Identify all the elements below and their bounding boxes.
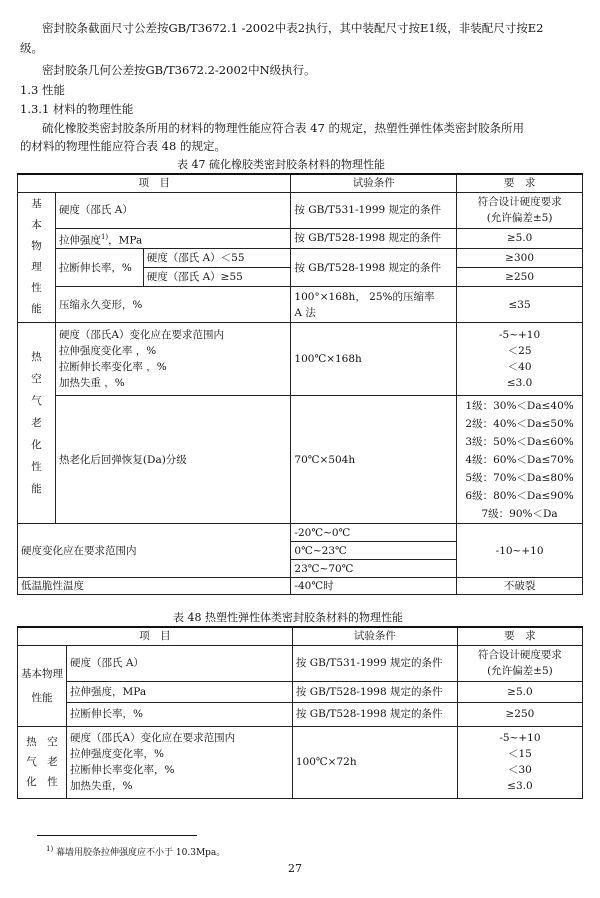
para-line-5: 的材料的物理性能应符合表 48 的规定。 [20,139,226,153]
elongation-req-a: ≥300 [457,249,583,268]
tensile-condition: 按 GB/T528-1998 规定的条件 [291,228,457,249]
para-line-2: 级。 [20,41,43,55]
table-47-caption: 表 47 硫化橡胶类密封胶条材料的物理性能 [177,158,385,171]
tensile-requirement: ≥5.0 [457,681,582,702]
rebound-label: 热老化后回弹恢复(Da)分级 [55,396,290,524]
tensile-condition: 按 GB/T528-1998 规定的条件 [292,681,457,702]
page-number: 27 [288,862,302,875]
hardness-label: 硬度（邵氏 A） [55,192,290,228]
para-line-3: 密封胶条几何公差按GB/T3672.2-2002中N级执行。 [42,63,316,77]
aging-requirements: -5~+10 ＜25 ＜40 ≤3.0 [457,323,583,396]
brittleness-condition: -40℃时 [291,578,457,595]
hardness-condition: 按 GB/T531-1999 规定的条件 [291,192,457,228]
brittleness-label: 低温脆性温度 [18,578,291,595]
header-condition: 试验条件 [291,174,457,192]
elongation-label: 拉断伸长率，% [67,702,293,726]
elongation-label: 拉断伸长率，% [55,249,143,287]
hardness-requirement: 符合设计硬度要求 (允许偏差±5) [457,192,583,228]
footnote-divider [37,835,197,836]
grade-item: 7级：90%＜Da [481,507,558,520]
brittleness-requirement: 不破裂 [457,578,583,595]
aging-items: 硬度（邵氏A）变化应在要求范围内 拉伸强度变化率 ，% 拉断伸长率变化率 ，% 加热失重 ，% [55,323,290,396]
hardness-change-requirement: -10~+10 [457,524,583,578]
tensile-label: 拉伸强度，MPa [67,681,293,702]
aging-condition: 100℃×168h [291,323,457,396]
aging-condition: 100℃×72h [292,726,457,798]
tensile-label: 拉伸强度$^{1)}$，MPa [55,228,290,249]
grade-item: 2级：40%＜Da≤50% [465,417,574,430]
compression-set-requirement: ≤35 [457,287,583,323]
table-48 [17,626,583,799]
aging-items: 硬度（邵氏A）变化应在要求范围内 拉伸强度变化率，% 拉断伸长率变化率，% 加热失重，% [67,726,293,798]
elongation-condition: 按 GB/T528-1998 规定的条件 [292,702,457,726]
elongation-requirement: ≥250 [457,702,582,726]
hardness-condition: 按 GB/T531-1999 规定的条件 [292,645,457,681]
header-item: 项 目 [18,627,293,645]
grade-item: 1级：30%＜Da≤40% [465,399,574,412]
aging-requirements: -5~+10 ＜15 ＜30 ≤3.0 [457,726,582,798]
rebound-condition: 70℃×504h [291,396,457,524]
compression-set-condition: 100°×168h， 25%的压缩率 A 法 [291,287,457,323]
table-47 [17,173,583,595]
subsection-heading: 1.3.1 材料的物理性能 [20,102,134,116]
header-requirement: 要 求 [457,174,583,192]
header-condition: 试验条件 [292,627,457,645]
hardness-label: 硬度（邵氏 A） [67,645,293,681]
footnote-ref[interactable]: 1) [100,232,109,241]
compression-set-label: 压缩永久变形，% [55,287,290,323]
grade-item: 5级：70%＜Da≤80% [465,471,574,484]
header-requirement: 要 求 [457,627,582,645]
para-line-4: 硫化橡胶类密封胶条所用的材料的物理性能应符合表 47 的规定，热塑性弹性体类密封胶条所用 [42,121,524,135]
hardness-change-cond-2: 0℃~23℃ [291,542,457,560]
tensile-requirement: ≥5.0 [457,228,583,249]
group-heat-aging: 热 空 气 老 化 性 [18,726,67,798]
hardness-change-cond-3: 23℃~70℃ [291,560,457,578]
table-48-caption: 表 48 热塑性弹性体类密封胶条材料的物理性能 [173,611,403,624]
grade-item: 6级：80%＜Da≤90% [465,489,574,502]
hardness-requirement: 符合设计硬度要求 (允许偏差±5) [457,645,582,681]
footnote: $^{1)}$ 幕墙用胶条拉伸强度应不小于 10.3Mpa。 [46,845,226,858]
section-heading: 1.3 性能 [20,83,65,97]
para-line-1: 密封胶条截面尺寸公差按GB/T3672.1 -2002中表2执行，其中装配尺寸按E1级，非装配尺寸按E2 [42,21,544,35]
header-item: 项 目 [18,174,291,192]
elongation-sub-b: 硬度（邵氏 A）≥55 [143,268,291,287]
group-basic-properties: 基本物理性能 [18,645,67,726]
hardness-change-cond-1: -20℃~0℃ [291,524,457,542]
elongation-sub-a: 硬度（邵氏 A）＜55 [143,249,291,268]
group-basic-properties: 基本物理性能 [18,192,56,323]
grade-item: 3级：50%＜Da≤60% [465,435,574,448]
rebound-grades [457,396,583,524]
group-heat-aging: 热空气老化性能 [18,323,56,524]
elongation-req-b: ≥250 [457,268,583,287]
elongation-condition: 按 GB/T528-1998 规定的条件 [291,249,457,287]
grade-item: 4级：60%＜Da≤70% [465,453,574,466]
hardness-change-label: 硬度变化应在要求范围内 [18,524,291,578]
